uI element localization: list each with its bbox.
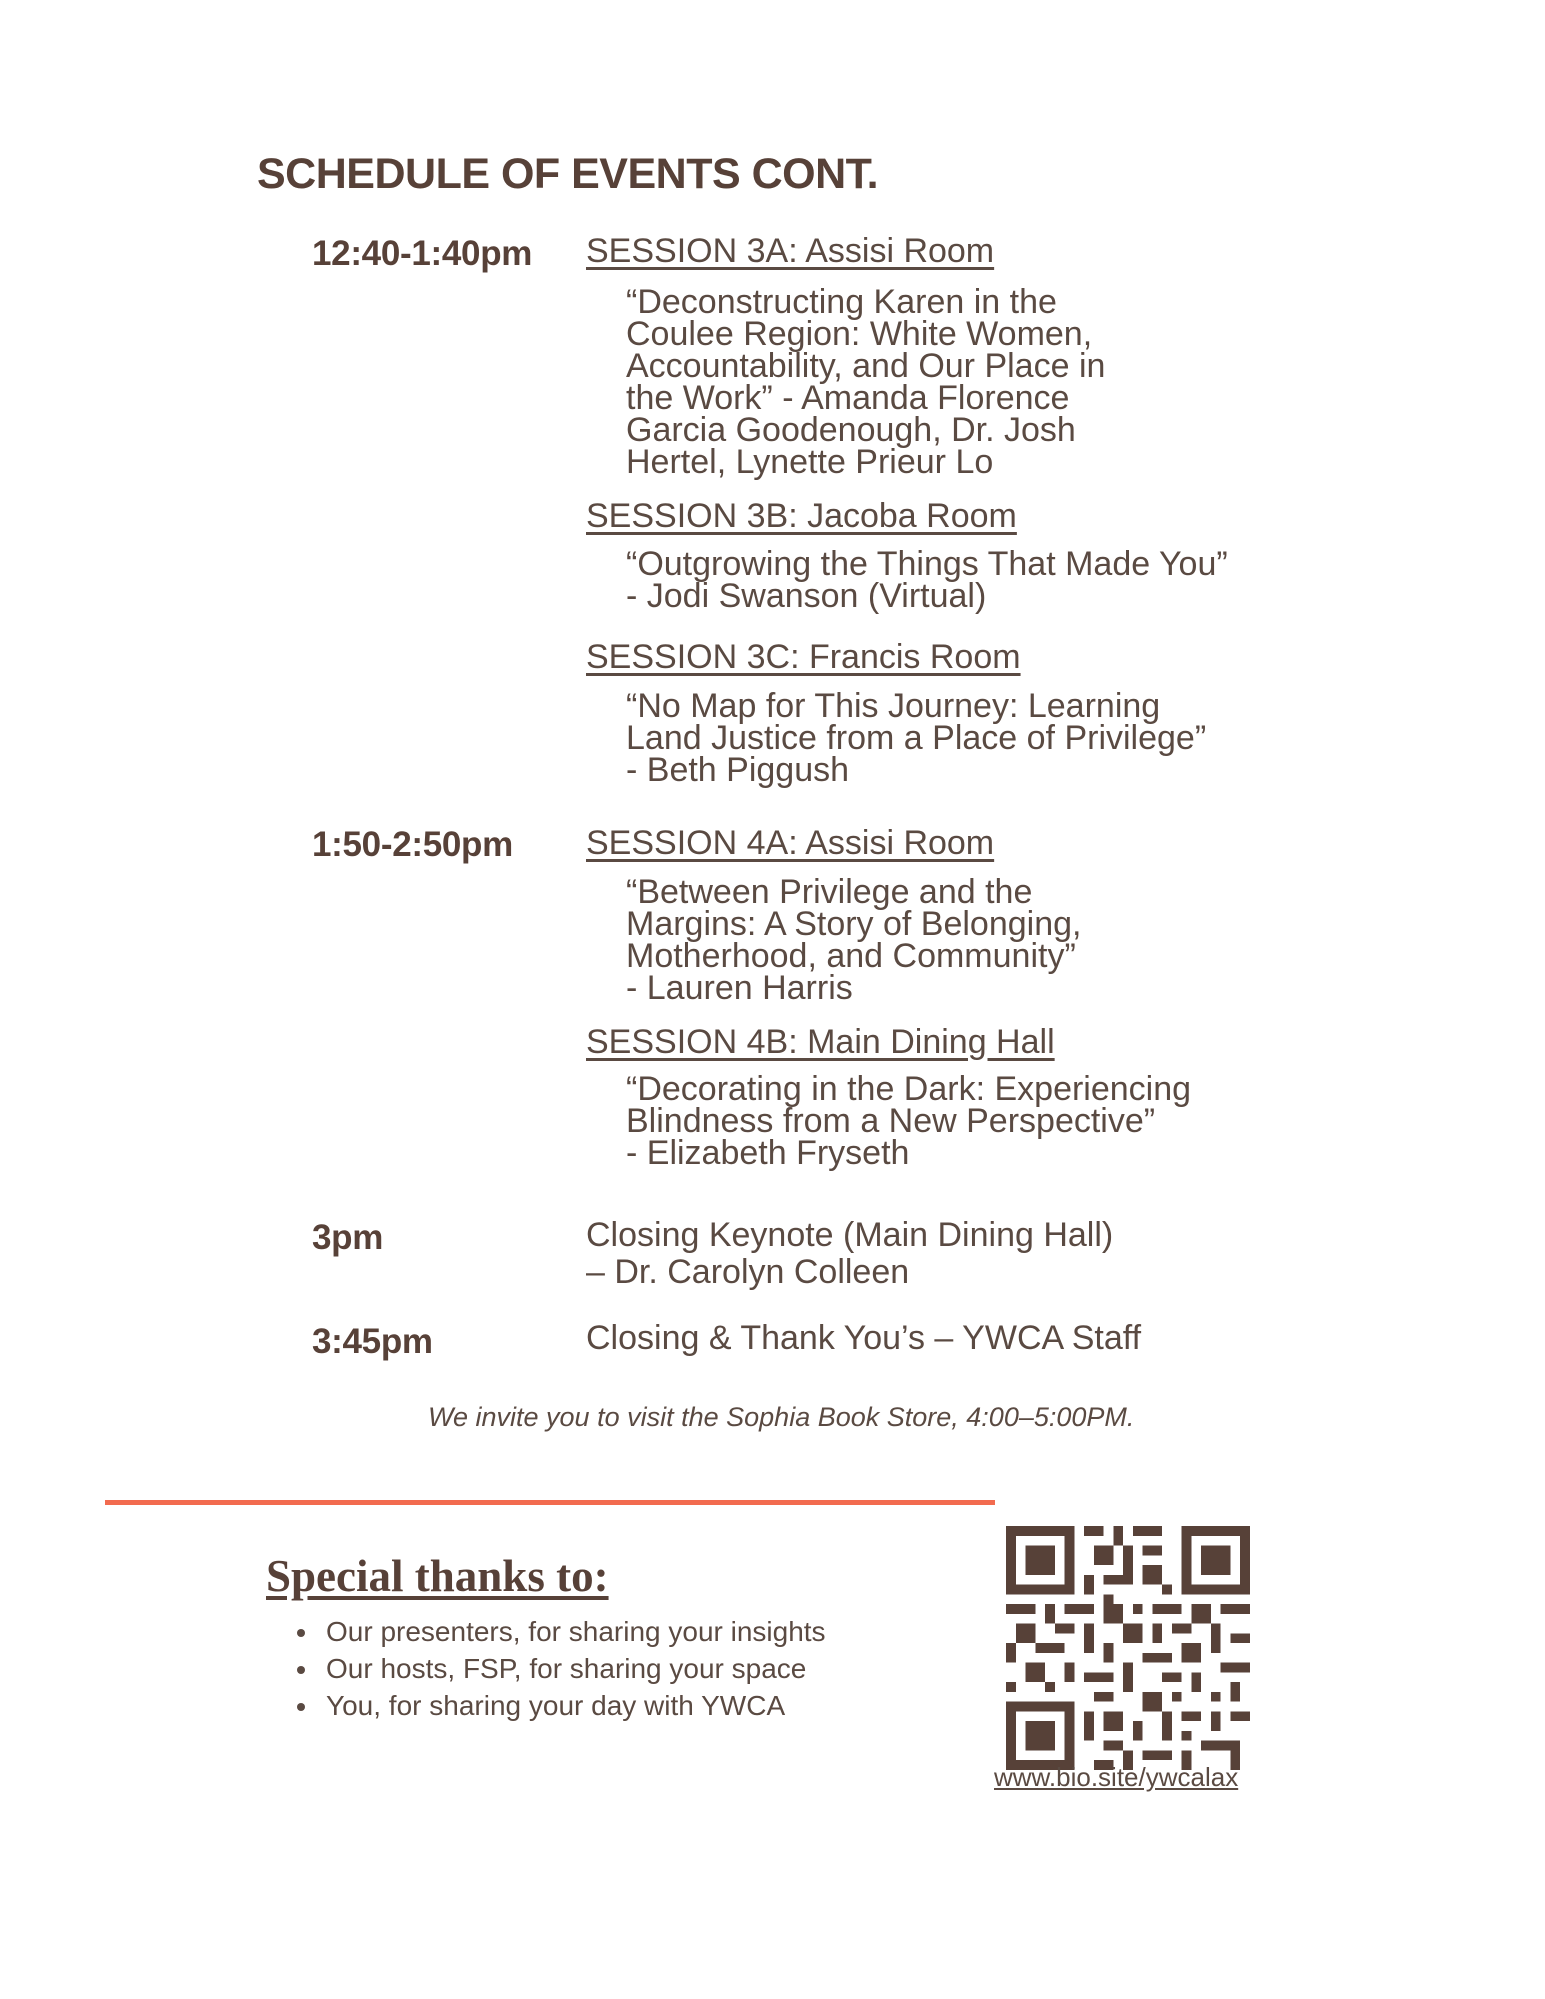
session-3a-talk: “Deconstructing Karen in the Coulee Region: White Women, Accountability, and Our Place in the Work” - Amanda Florence Garcia Goodenough, Dr. Josh Hertel, Lynette Prieur Lo: [626, 283, 1106, 481]
time-slot-3: 3pm: [312, 1218, 384, 1257]
time-slot-4: 3:45pm: [312, 1322, 433, 1361]
session-4b-title: SESSION 4B: Main Dining Hall: [586, 1023, 1055, 1061]
session-3c-talk: “No Map for This Journey: Learning Land Justice from a Place of Privilege” - Beth Piggush: [626, 687, 1207, 789]
session-4a-talk: “Between Privilege and the Margins: A Story of Belonging, Motherhood, and Community” - Lauren Harris: [626, 873, 1082, 1007]
closing-thanks: Closing & Thank You’s – YWCA Staff: [586, 1319, 1142, 1357]
session-3c-title: SESSION 3C: Francis Room: [586, 638, 1021, 676]
time-slot-1: 12:40-1:40pm: [312, 234, 533, 273]
bookstore-note: We invite you to visit the Sophia Book Store, 4:00–5:00PM.: [428, 1402, 1135, 1432]
bio-site-link[interactable]: www.bio.site/ywcalax: [994, 1762, 1239, 1792]
list-item: • You, for sharing your day with YWCA: [320, 1687, 826, 1724]
qr-code-icon[interactable]: [1006, 1526, 1250, 1770]
session-4a-title: SESSION 4A: Assisi Room: [586, 824, 995, 862]
session-3b-talk: “Outgrowing the Things That Made You” - Jodi Swanson (Virtual): [626, 545, 1228, 615]
thanks-list: [280, 1613, 826, 1724]
closing-keynote: Closing Keynote (Main Dining Hall) – Dr. Carolyn Colleen: [586, 1216, 1114, 1291]
page-title: SCHEDULE OF EVENTS CONT.: [257, 150, 879, 198]
session-4b-talk: “Decorating in the Dark: Experiencing Blindness from a New Perspective” - Elizabeth Fryseth: [626, 1070, 1192, 1172]
list-item: • Our hosts, FSP, for sharing your space: [320, 1650, 826, 1687]
time-slot-2: 1:50-2:50pm: [312, 825, 513, 864]
divider: [105, 1500, 995, 1505]
special-thanks-title: Special thanks to:: [266, 1551, 609, 1601]
session-3b-title: SESSION 3B: Jacoba Room: [586, 497, 1017, 535]
list-item: • Our presenters, for sharing your insights: [320, 1613, 826, 1650]
session-3a-title: SESSION 3A: Assisi Room: [586, 232, 995, 270]
